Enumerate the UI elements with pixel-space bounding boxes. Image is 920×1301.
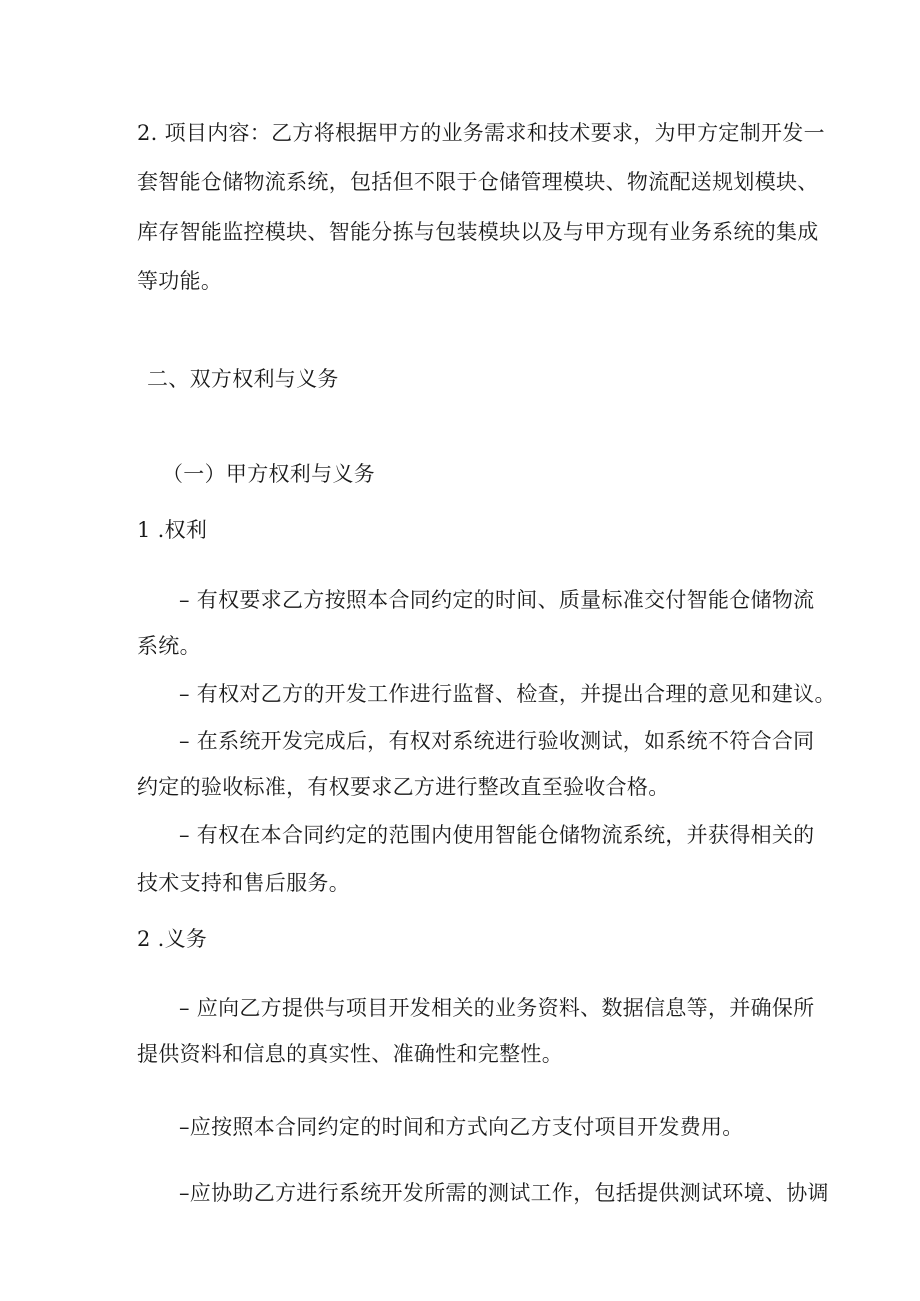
rights-item-3-line-2: 约定的验收标准，有权要求乙方进行整改直至验收合格。	[137, 775, 670, 799]
item2-line-3: 库存智能监控模块、智能分拣与包装模块以及与甲方现有业务系统的集成	[137, 220, 819, 244]
rights-item-3-line-1: – 在系统开发完成后，有权对系统进行验收测试，如系统不符合合同	[179, 729, 815, 753]
rights-item-1-line-2: 系统。	[137, 634, 201, 658]
rights-item-4-line-2: 技术支持和售后服务。	[137, 871, 350, 895]
rights-item-2: – 有权对乙方的开发工作进行监督、检查，并提出合理的意见和建议。	[179, 682, 836, 706]
obligations-item-1-line-2: 提供资料和信息的真实性、准确性和完整性。	[137, 1042, 563, 1066]
item2-line-1: 2. 项目内容：乙方将根据甲方的业务需求和技术要求，为甲方定制开发一	[137, 121, 825, 145]
subsection-heading: （一）甲方权利与义务	[162, 462, 375, 486]
rights-item-4-line-1: – 有权在本合同约定的范围内使用智能仓储物流系统，并获得相关的	[179, 823, 815, 847]
item2-line-4: 等功能。	[137, 269, 223, 293]
obligations-item-3: –应协助乙方进行系统开发所需的测试工作，包括提供测试环境、协调	[179, 1181, 829, 1205]
section-heading: 二、双方权利与义务	[147, 367, 339, 391]
rights-item-1-line-1: – 有权要求乙方按照本合同约定的时间、质量标准交付智能仓储物流	[179, 588, 815, 612]
rights-title: 1 .权利	[137, 518, 208, 542]
obligations-item-2: –应按照本合同约定的时间和方式向乙方支付项目开发费用。	[179, 1115, 744, 1139]
obligations-title: 2 .义务	[137, 927, 208, 951]
item2-line-2: 套智能仓储物流系统，包括但不限于仓储管理模块、物流配送规划模块、	[137, 170, 819, 194]
obligations-item-1-line-1: – 应向乙方提供与项目开发相关的业务资料、数据信息等，并确保所	[179, 996, 815, 1020]
